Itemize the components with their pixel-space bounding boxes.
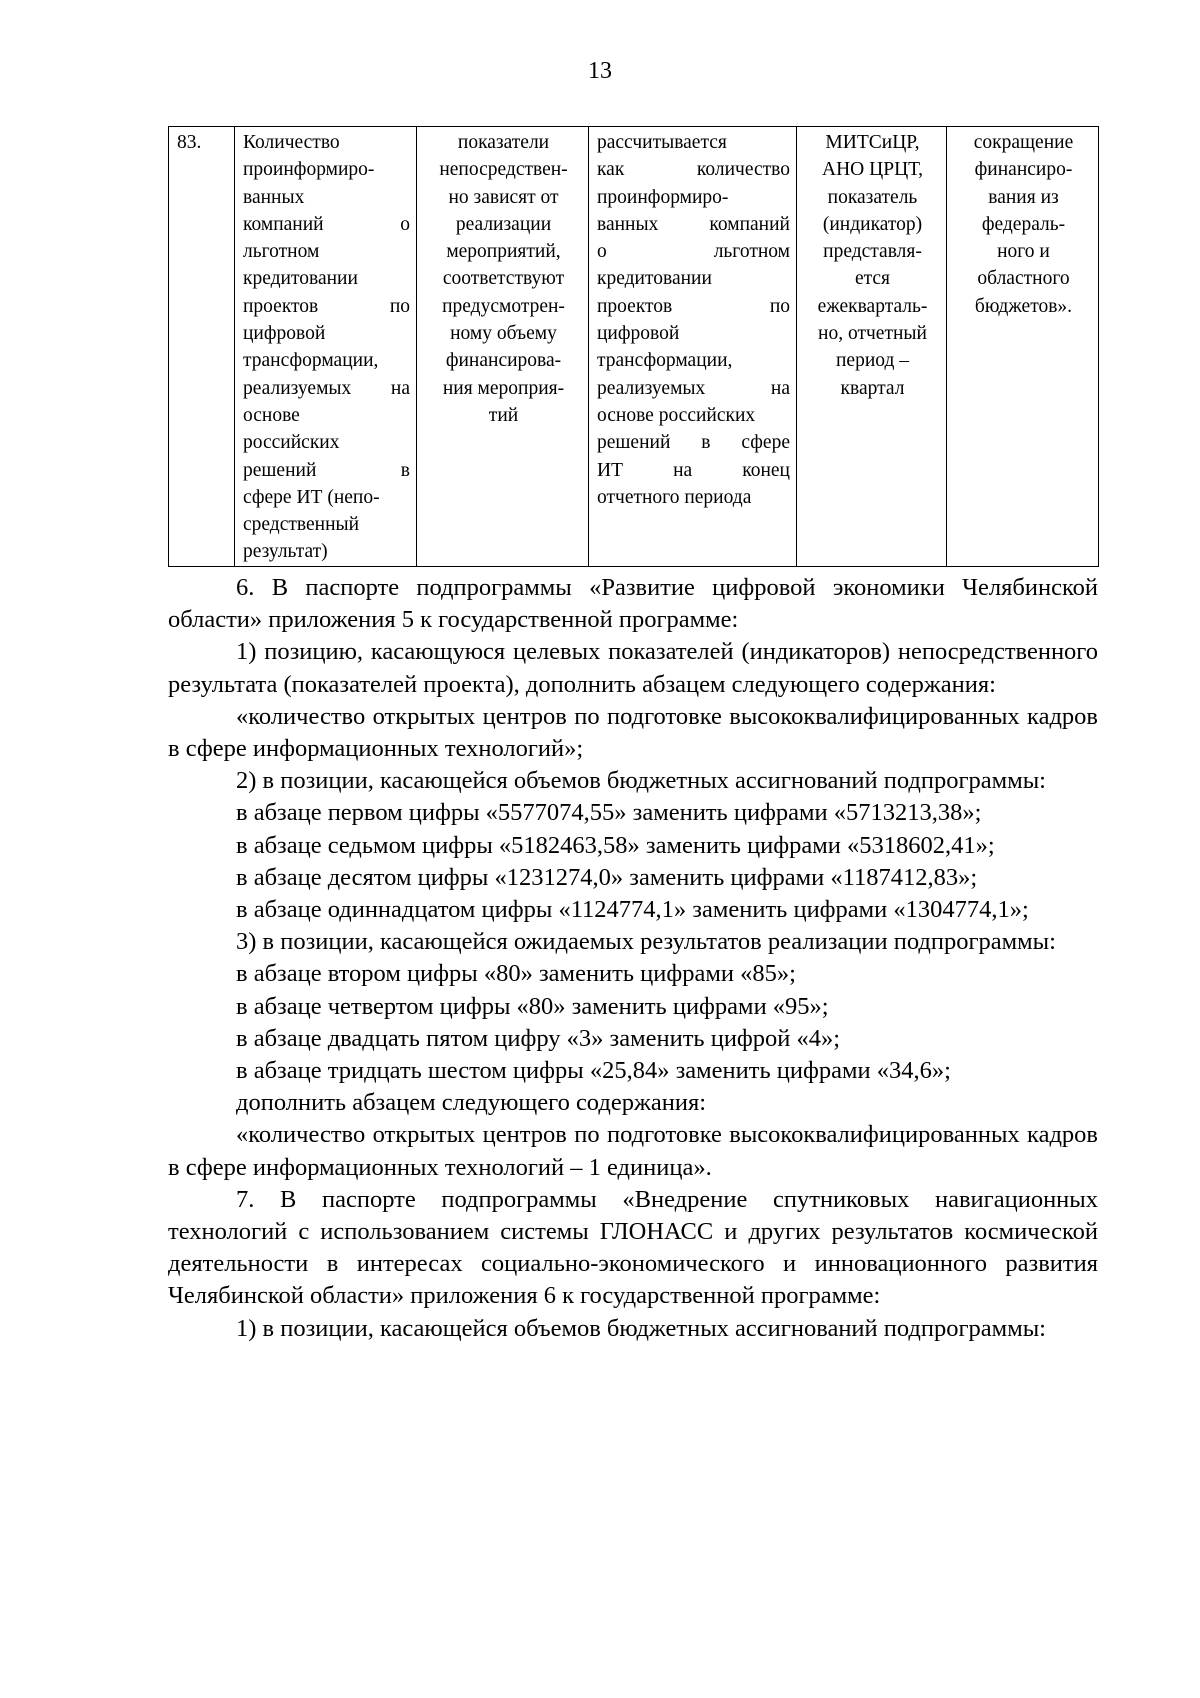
cell-line: непосредствен- <box>439 159 568 181</box>
cell-line: вания из <box>988 186 1059 208</box>
cell-line: ного и <box>997 241 1050 263</box>
cell-line: проектов по <box>597 295 790 317</box>
paragraph-add: дополнить абзацем следующего содержания: <box>236 1089 707 1117</box>
cell-line: о льготном <box>597 241 790 263</box>
cell-line: финансиро- <box>974 159 1073 181</box>
cell-line: проинформиро- <box>243 159 375 181</box>
cell-line: отчетного периода <box>597 486 752 508</box>
paragraph-change-2: в абзаце седьмом цифры «5182463,58» заменить цифрами «5318602,41»; <box>236 831 995 859</box>
paragraph-quote-1: «количество открытых центров по подготовке высококвалифицированных кадров в сфере информационных технологий»; <box>168 702 1098 763</box>
cell-line: соответствуют <box>442 268 565 290</box>
paragraph-item-7: 7. В паспорте подпрограммы «Внедрение спутниковых навигационных технологий с использованием системы ГЛОНАСС и других результатов космической деятельности в интересах социально-экономического и инновационного развития Челябинской области» приложения 6 к государственной программе: <box>168 1185 1098 1310</box>
paragraph-change-1: в абзаце первом цифры «5577074,55» заменить цифрами «5713213,38»; <box>236 799 982 827</box>
cell-line: основе российских <box>597 404 756 426</box>
paragraph-sub-1b: 1) в позиции, касающейся объемов бюджетных ассигнований подпрограммы: <box>236 1314 1046 1342</box>
cell-line: результат) <box>243 541 328 563</box>
row-number: 83. <box>177 132 202 153</box>
dependency-cell <box>417 127 589 567</box>
paragraph-change-7: в абзаце двадцать пятом цифру «3» заменить цифрой «4»; <box>236 1024 841 1052</box>
paragraph-change-5: в абзаце втором цифры «80» заменить цифрами «85»; <box>236 960 796 988</box>
cell-line: ежекварталь- <box>817 295 928 317</box>
paragraph-sub-1: 1) позицию, касающуюся целевых показателей (индикаторов) непосредственного результата (показателей проекта), дополнить абзацем следующего содержания: <box>168 638 1098 698</box>
consequences-cell <box>947 127 1099 567</box>
cell-line: проектов по <box>243 295 410 317</box>
cell-line: показатели <box>457 132 550 153</box>
cell-line: ванных <box>243 186 305 208</box>
cell-line: кредитовании <box>597 268 712 290</box>
cell-line: льготном <box>243 241 320 263</box>
calculation-method-cell <box>589 127 797 567</box>
cell-line: рассчитывается <box>597 132 727 153</box>
cell-line: мероприятий, <box>446 241 561 263</box>
cell-line: решений в сфере <box>597 432 790 454</box>
cell-line: реализации <box>455 213 552 235</box>
cell-line: реализуемых на <box>243 377 410 399</box>
paragraph-change-8: в абзаце тридцать шестом цифры «25,84» заменить цифрами «34,6»; <box>236 1057 951 1085</box>
cell-line: финансирова- <box>445 350 562 372</box>
cell-line: сфере ИТ (непо- <box>243 486 380 508</box>
page-number: 13 <box>588 58 612 84</box>
paragraph-change-6: в абзаце четвертом цифры «80» заменить цифрами «95»; <box>236 992 829 1020</box>
cell-line: цифровой <box>243 323 326 345</box>
cell-line: бюджетов». <box>974 295 1073 317</box>
cell-line: Количество <box>243 132 340 153</box>
cell-line: решений в <box>243 459 410 481</box>
cell-line: но зависят от <box>448 186 559 208</box>
table-row <box>169 127 1099 567</box>
cell-line: сокращение <box>973 132 1074 153</box>
cell-line: предусмотрен- <box>442 295 565 317</box>
cell-line: ИТ на конец <box>597 459 790 481</box>
cell-line: цифровой <box>597 323 680 345</box>
paragraph-sub-3: 3) в позиции, касающейся ожидаемых результатов реализации подпрограммы: <box>236 928 1056 956</box>
cell-line: ется <box>854 268 891 290</box>
row-number-cell <box>169 127 235 567</box>
cell-line: кредитовании <box>243 268 358 290</box>
paragraph-change-3: в абзаце десятом цифры «1231274,0» заменить цифрами «1187412,83»; <box>236 863 978 891</box>
document-body <box>168 572 1098 1345</box>
cell-line: период – <box>835 350 909 372</box>
cell-line: областного <box>977 268 1070 290</box>
cell-line: МИТСиЦР, <box>825 132 920 153</box>
cell-line: компаний о <box>243 213 410 235</box>
cell-line: (индикатор) <box>822 213 923 235</box>
cell-line: проинформиро- <box>597 186 729 208</box>
cell-line: российских <box>243 432 340 454</box>
cell-line: ному объему <box>450 323 557 345</box>
cell-line: федераль- <box>981 213 1066 235</box>
cell-line: средственный <box>243 514 360 536</box>
cell-line: основе <box>243 404 300 426</box>
paragraph-sub-2: 2) в позиции, касающейся объемов бюджетных ассигнований подпрограммы: <box>236 767 1046 795</box>
cell-line: квартал <box>840 377 905 399</box>
indicator-name-cell <box>235 127 417 567</box>
responsible-cell <box>797 127 947 567</box>
cell-line: показатель <box>827 186 918 208</box>
paragraph-item-6: 6. В паспорте подпрограммы «Развитие цифровой экономики Челябинской области» приложения 5 к государственной программе: <box>168 574 1098 634</box>
cell-line: ния мероприя- <box>442 377 565 399</box>
cell-line: представля- <box>823 241 922 263</box>
cell-line: тий <box>488 404 519 426</box>
cell-line: ванных компаний <box>597 213 790 235</box>
cell-line: трансформации, <box>597 350 733 372</box>
cell-line: как количество <box>597 159 790 181</box>
paragraph-quote-2: «количество открытых центров по подготовке высококвалифицированных кадров в сфере информационных технологий – 1 единица». <box>168 1121 1098 1181</box>
indicators-table <box>168 126 1099 567</box>
cell-line: трансформации, <box>243 350 379 372</box>
cell-line: но, отчетный <box>818 323 927 345</box>
cell-line: АНО ЦРЦТ, <box>822 159 923 181</box>
cell-line: реализуемых на <box>597 377 790 399</box>
paragraph-change-4: в абзаце одиннадцатом цифры «1124774,1» заменить цифрами «1304774,1»; <box>236 896 1029 924</box>
